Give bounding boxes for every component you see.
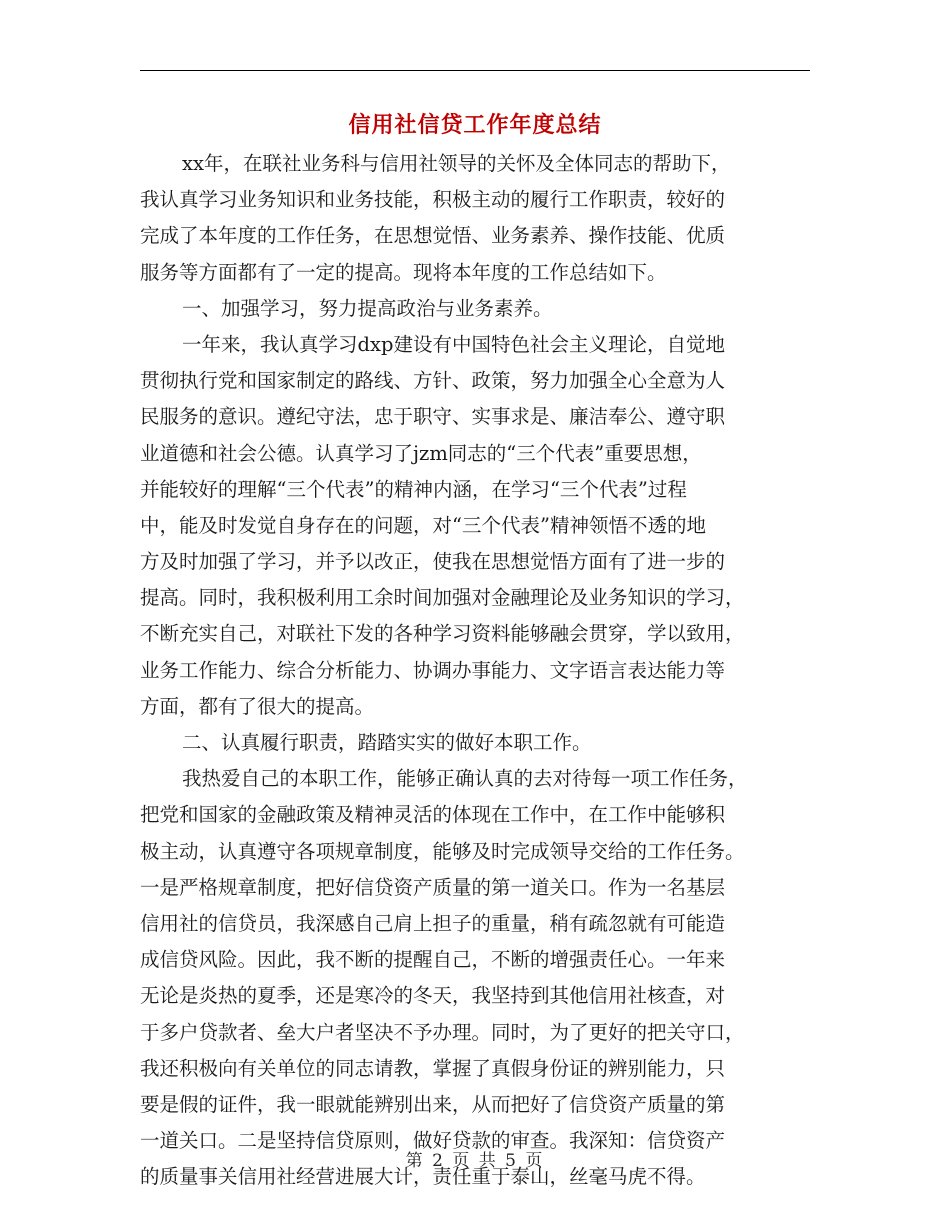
section-heading-2: 二、认真履行职责，踏踏实实的做好本职工作。 [182, 731, 592, 754]
body-line: xx年，在联社业务科与信用社领导的关怀及全体同志的帮助下， [182, 152, 731, 175]
body-line: 并能较好的理解“三个代表”的精神内涵，在学习“三个代表”过程 [140, 477, 687, 501]
body-line: 一是严格规章制度，把好信贷资产质量的第一道关口。作为一名基层 [140, 875, 726, 899]
body-line: 提高。同时，我积极利用工余时间加强对金融理论及业务知识的学习， [140, 586, 745, 610]
body-line: 极主动，认真遵守各项规章制度，能够及时完成领导交给的工作任务。 [140, 839, 745, 863]
body-line: 一年来，我认真学习dxp建设有中国特色社会主义理论，自觉地 [182, 332, 725, 356]
body-line: 民服务的意识。遵纪守法，忠于职守、实事求是、廉洁奉公、遵守职 [140, 405, 726, 429]
body-line: 方面，都有了很大的提高。 [140, 694, 375, 718]
body-line: 服务等方面都有了一定的提高。现将本年度的工作总结如下。 [140, 260, 667, 284]
body-line: 无论是炎热的夏季，还是寒冷的冬天，我坚持到其他信用社核查，对 [140, 984, 726, 1008]
page-number: 第 2 页 共 5 页 [405, 1151, 545, 1171]
body-line: 一道关口。二是坚持信贷原则，做好贷款的审查。我深知：信贷资产 [140, 1129, 726, 1153]
body-line: 我还积极向有关单位的同志请教，掌握了真假身份证的辨别能力，只 [140, 1056, 726, 1080]
body-line: 方及时加强了学习，并予以改正，使我在思想觉悟方面有了进一步的 [140, 550, 726, 574]
body-line: 完成了本年度的工作任务，在思想觉悟、业务素养、操作技能、优质 [140, 224, 726, 248]
body-line: 于多户贷款者、垒大户者坚决不予办理。同时，为了更好的把关守口， [140, 1020, 745, 1044]
section-heading-1: 一、加强学习，努力提高政治与业务素养。 [182, 296, 553, 320]
body-line: 信用社的信贷员，我深感自己肩上担子的重量，稍有疏忽就有可能造 [140, 911, 726, 935]
header-rule [140, 70, 810, 71]
body-line: 我认真学习业务知识和业务技能，积极主动的履行工作职责，较好的 [140, 188, 726, 212]
body-line: 把党和国家的金融政策及精神灵活的体现在工作中，在工作中能够积 [140, 803, 726, 827]
body-line: 贯彻执行党和国家制定的路线、方针、政策，努力加强全心全意为人 [140, 369, 726, 393]
document-body [140, 146, 810, 1195]
body-line: 中，能及时发觉自身存在的问题，对“三个代表”精神领悟不透的地 [140, 513, 706, 537]
body-line: 不断充实自己，对联社下发的各种学习资料能够融会贯穿，学以致用， [140, 622, 745, 646]
document-title: 信用社信贷工作年度总结 [348, 113, 602, 138]
body-line: 的质量事关信用社经营进展大计，责任重于泰山，丝毫马虎不得。 [140, 1165, 706, 1189]
body-line: 我热爱自己的本职工作，能够正确认真的去对待每一项工作任务， [182, 767, 748, 791]
body-line: 成信贷风险。因此，我不断的提醒自己，不断的增强责任心。一年来 [140, 948, 726, 972]
body-line: 业务工作能力、综合分析能力、协调办事能力、文字语言表达能力等 [140, 658, 726, 682]
body-line: 业道德和社会公德。认真学习了jzm同志的“三个代表”重要思想， [140, 441, 702, 465]
body-line: 要是假的证件，我一眼就能辨别出来，从而把好了信贷资产质量的第 [140, 1092, 726, 1116]
